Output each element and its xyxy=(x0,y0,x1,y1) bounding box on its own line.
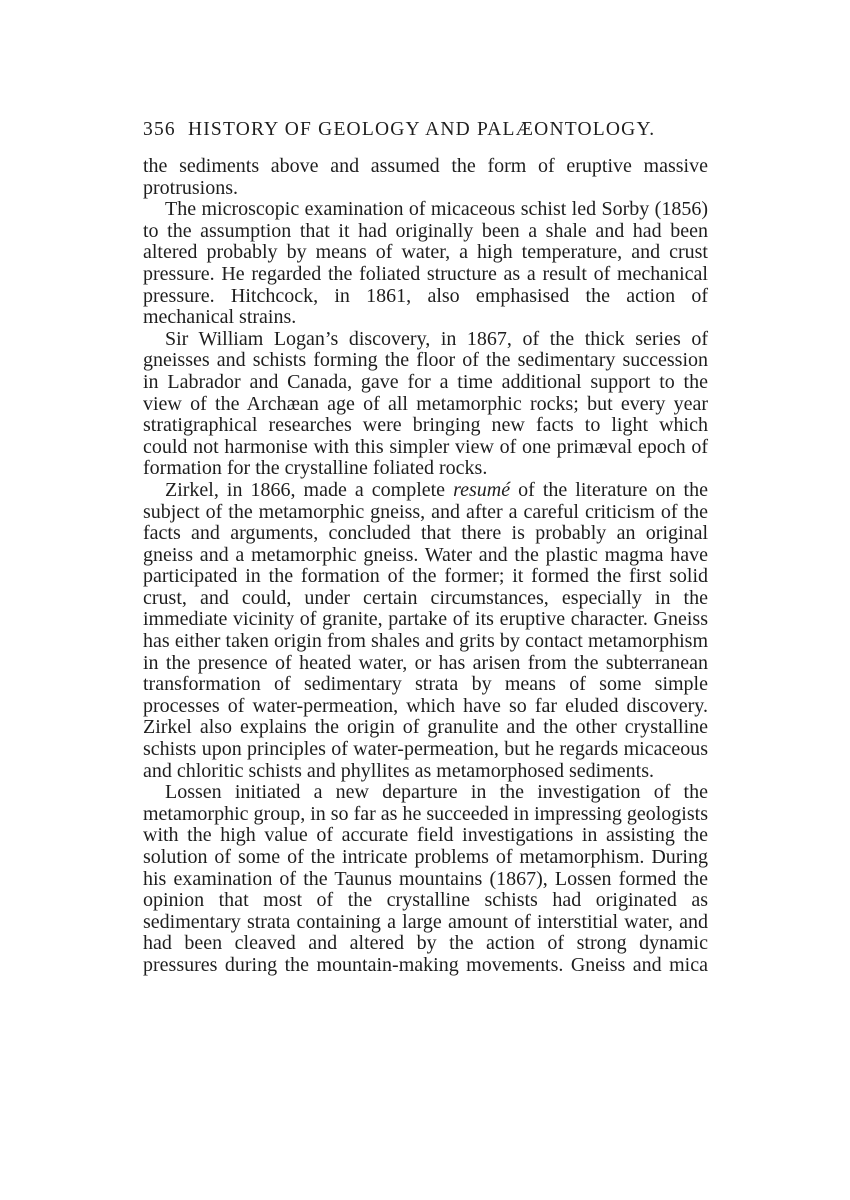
paragraph-sorby: The microscopic examination of micaceous schist led Sorby (1856) to the assumption that it had originally been a shale and had been altered probably by means of water, a high temperature, and crust pressure. He regarded the foliated structure as a result of mechanical pressure. Hitchcock, in 1861, also emphasised the action of mechanical strains. xyxy=(143,198,708,329)
paragraph-continuation: the sediments above and assumed the form of eruptive massive protrusions. xyxy=(143,155,708,199)
body-text xyxy=(143,156,708,977)
zirkel-text-start: Zirkel, in 1866, made a complete xyxy=(165,478,454,501)
paragraph-zirkel xyxy=(143,480,708,782)
page-number: 356 xyxy=(143,119,176,140)
book-page xyxy=(143,118,708,977)
italic-term: resumé xyxy=(453,478,511,501)
paragraph-lossen: Lossen initiated a new departure in the investigation of the metamorphic group, in so far as he succeeded in impressing geologists with the high value of accurate field investigations in assisting the solution of some of the intricate problems of metamorphism. During his examination of the Taunus mountains (1867), Lossen formed the opinion that most of the crystalline schists had originated as sedimentary strata containing a large amount of interstitial water, and had been cleaved and altered by the action of strong dynamic pressures during the mountain-making movements. Gneiss and mica xyxy=(143,781,708,976)
running-head xyxy=(143,118,708,142)
running-title: HISTORY OF GEOLOGY AND PALÆONTOLOGY. xyxy=(187,119,656,140)
paragraph-logan: Sir William Logan’s discovery, in 1867, of the thick series of gneisses and schists forming the floor of the sedimentary succession in Labrador and Canada, gave for a time additional support to the view of the Archæan age of all metamorphic rocks; but every year stratigraphical researches were bringing new facts to light which could not harmonise with this simpler view of one primæval epoch of formation for the crystalline foliated rocks. xyxy=(143,327,708,480)
zirkel-text-rest: of the literature on the subject of the metamorphic gneiss, and after a careful criticism of the facts and arguments, concluded that there is probably an original gneiss and a metamorphic gneiss. Water and the plastic magma have participated in the formation of the former; it formed the first solid crust, and could, under certain circumstances, especially in the immediate vicinity of granite, partake of its eruptive character. Gneiss has either taken origin from shales and grits by contact metamorphism in the presence of heated water, or has arisen from the subterranean transformation of sedimentary strata by means of some simple processes of water-permeation, which have so far eluded discovery. Zirkel also explains the origin of granulite and the other crystalline schists upon principles of water-permeation, but he regards micaceous and chloritic schists and phyllites as metamorphosed sediments. xyxy=(143,478,708,782)
